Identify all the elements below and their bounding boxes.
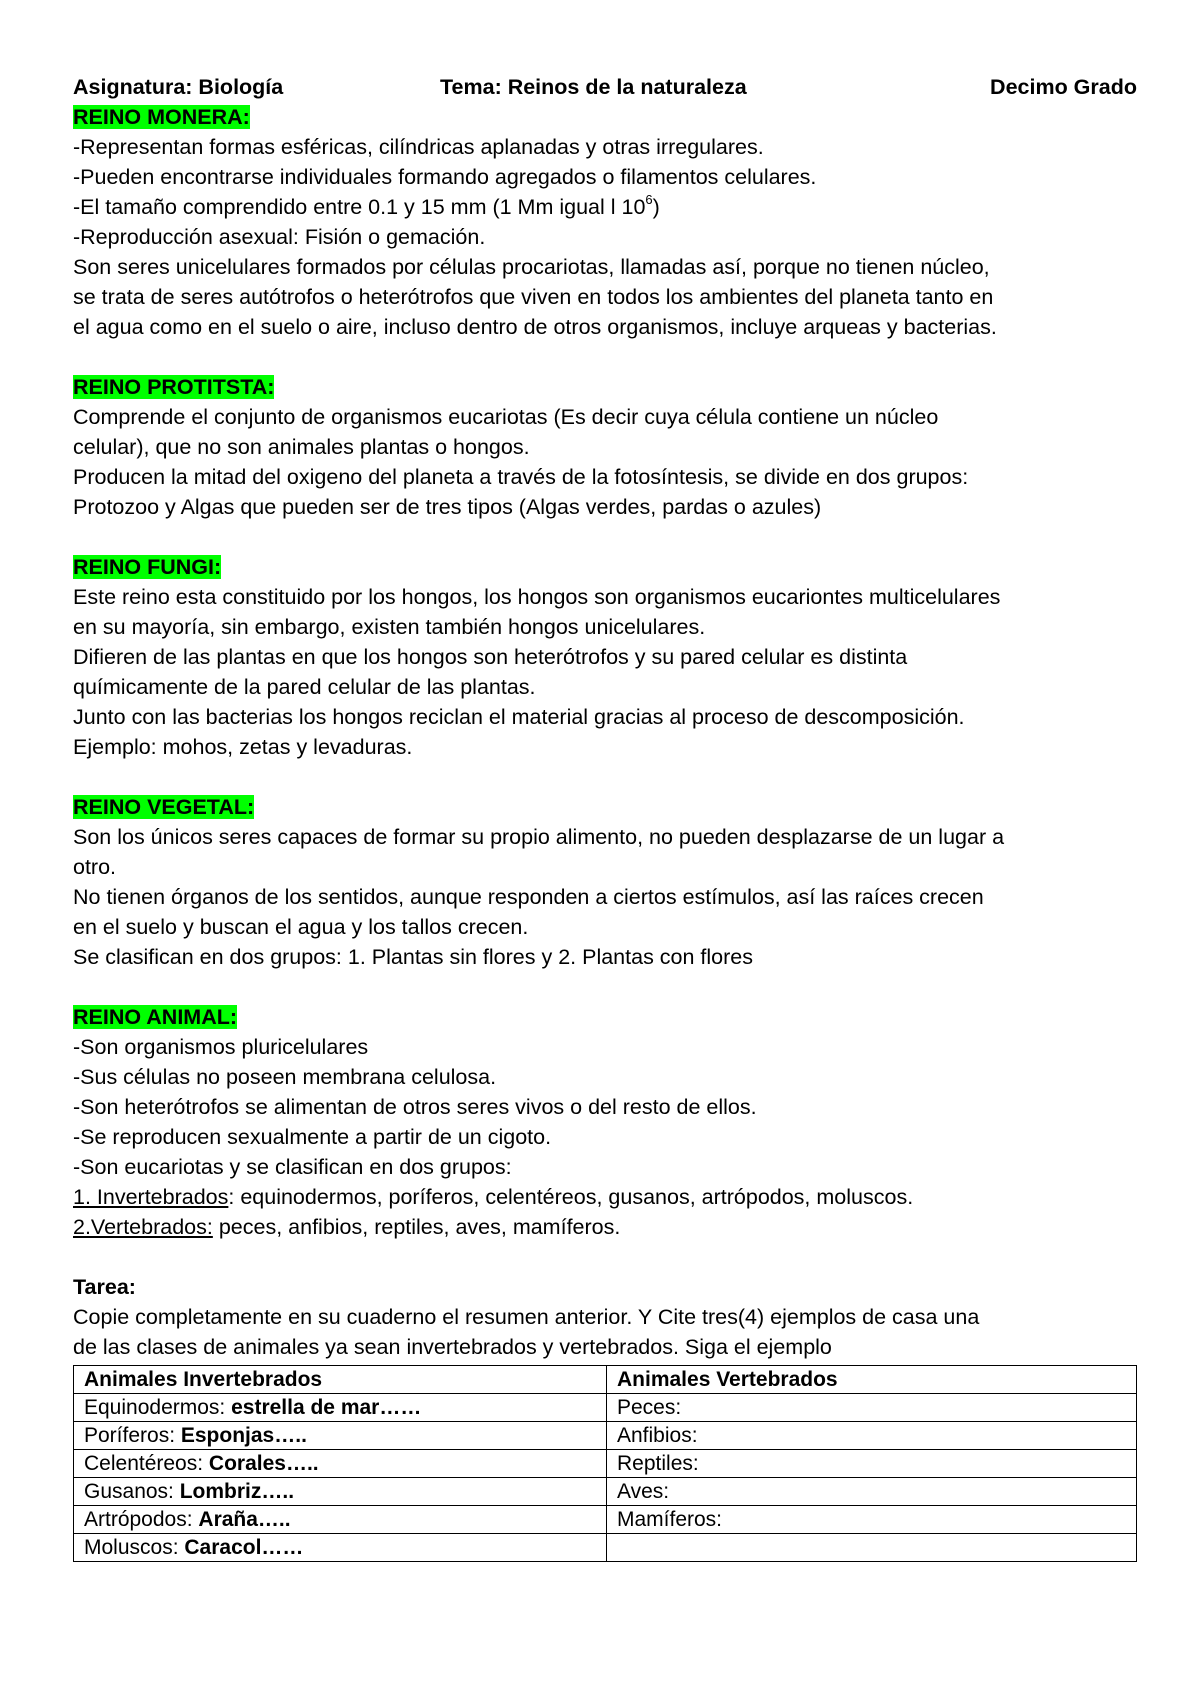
task-line: Copie completamente en su cuaderno el resumen anterior. Y Cite tres(4) ejemplos de casa una [73,1305,980,1329]
protista-heading-text: REINO PROTITSTA: [73,375,275,399]
invertebrate-class: Equinodermos: [84,1396,232,1419]
table-row [74,1478,1137,1506]
vegetal-line: otro. [73,855,117,879]
monera-line: -Pueden encontrarse individuales formando agregados o filamentos celulares. [73,165,817,189]
invertebrate-class: Artrópodos: [84,1508,199,1531]
invertebrate-example: Caracol…… [184,1536,304,1559]
fungi-line: Este reino esta constituido por los hongos, los hongos son organismos eucariontes multicelulares [73,585,1001,609]
fungi-line: en su mayoría, sin embargo, existen también hongos unicelulares. [73,615,706,639]
vegetal-line: Son los únicos seres capaces de formar su propio alimento, no pueden desplazarse de un lugar a [73,825,1005,849]
table-row [74,1506,1137,1534]
vertebrate-cell: Anfibios: [607,1422,1137,1450]
animal-line: -Son heterótrofos se alimentan de otros seres vivos o del resto de ellos. [73,1095,757,1119]
monera-paragraph-line: Son seres unicelulares formados por células procariotas, llamadas así, porque no tienen núcleo, [73,255,990,279]
invertebrate-cell [74,1478,607,1506]
protista-heading [73,372,1137,402]
protista-line: celular), que no son animales plantas o hongos. [73,435,530,459]
monera-size-line [73,192,1137,222]
fungi-heading [73,552,1137,582]
monera-size-exponent: 6 [645,191,653,207]
vegetal-heading-text: REINO VEGETAL: [73,795,255,819]
subject-label: Asignatura: Biología [73,75,284,99]
animal-line: -Son organismos pluricelulares [73,1035,369,1059]
invertebrate-example: Corales….. [208,1452,319,1475]
vertebrate-cell: Reptiles: [607,1450,1137,1478]
fungi-line: Junto con las bacterias los hongos reciclan el material gracias al proceso de descomposición. [73,705,965,729]
vertebrates-text: peces, anfibios, reptiles, aves, mamíferos. [212,1215,621,1239]
task-line: de las clases de animales ya sean invertebrados y vertebrados. Siga el ejemplo [73,1335,832,1359]
monera-size-end: ) [652,195,660,219]
monera-paragraph-line: se trata de seres autótrofos o heterótrofos que viven en todos los ambientes del planeta tanto en [73,285,994,309]
document-content [73,72,1137,1562]
invertebrate-example: Araña….. [198,1508,291,1531]
protista-line: Producen la mitad del oxigeno del planeta a través de la fotosíntesis, se divide en dos grupos: [73,465,969,489]
invertebrate-cell [74,1506,607,1534]
invertebrate-example: Lombriz….. [179,1480,295,1503]
grade-label: Decimo Grado [990,75,1137,99]
fungi-heading-text: REINO FUNGI: [73,555,222,579]
invertebrate-class: Celentéreos: [84,1452,209,1475]
table-row [74,1534,1137,1562]
invertebrate-class: Poríferos: [84,1424,181,1447]
fungi-line: químicamente de la pared celular de las plantas. [73,675,536,699]
invertebrate-example: estrella de mar…… [231,1396,422,1419]
monera-line: -Representan formas esféricas, cilíndricas aplanadas y otras irregulares. [73,135,764,159]
animals-table [73,1365,1137,1562]
vertebrates-line [73,1212,1137,1242]
invertebrate-example: Esponjas….. [180,1424,307,1447]
fungi-line: Ejemplo: mohos, zetas y levaduras. [73,735,413,759]
vertebrate-cell: Mamíferos: [607,1506,1137,1534]
fungi-line: Difieren de las plantas en que los hongos son heterótrofos y su pared celular es distinta [73,645,908,669]
invertebrate-class: Gusanos: [84,1480,180,1503]
invertebrate-class: Moluscos: [84,1536,185,1559]
vegetal-line: Se clasifican en dos grupos: 1. Plantas sin flores y 2. Plantas con flores [73,945,754,969]
invertebrates-line [73,1182,1137,1212]
animal-heading-text: REINO ANIMAL: [73,1005,238,1029]
invertebrates-text: : equinodermos, poríferos, celentéreos, gusanos, artrópodos, moluscos. [228,1185,914,1209]
monera-heading [73,102,1137,132]
table-header-vertebrates: Animales Vertebrados [607,1366,1137,1394]
table-row [74,1422,1137,1450]
animal-line: -Sus células no poseen membrana celulosa. [73,1065,497,1089]
table-header-invertebrates: Animales Invertebrados [74,1366,607,1394]
protista-line: Comprende el conjunto de organismos eucariotas (Es decir cuya célula contiene un núcleo [73,405,939,429]
topic-label: Tema: Reinos de la naturaleza [440,75,747,99]
monera-heading-text: REINO MONERA: [73,105,250,129]
monera-line: -Reproducción asexual: Fisión o gemación. [73,225,486,249]
table-row [74,1394,1137,1422]
vertebrates-label: 2.Vertebrados: [73,1215,213,1239]
invertebrate-cell [74,1422,607,1450]
invertebrate-cell [74,1394,607,1422]
task-heading: Tarea: [73,1275,136,1299]
vertebrate-cell: Aves: [607,1478,1137,1506]
vegetal-line: No tienen órganos de los sentidos, aunque responden a ciertos estímulos, así las raíces crecen [73,885,984,909]
invertebrates-label: 1. Invertebrados [73,1185,229,1209]
invertebrate-cell [74,1450,607,1478]
document-header [73,72,1137,102]
animal-heading [73,1002,1137,1032]
vertebrate-cell [607,1534,1137,1562]
table-header-row [74,1366,1137,1394]
invertebrate-cell [74,1534,607,1562]
table-row [74,1450,1137,1478]
monera-paragraph-line: el agua como en el suelo o aire, incluso dentro de otros organismos, incluye arqueas y bacterias. [73,315,997,339]
vertebrate-cell: Peces: [607,1394,1137,1422]
animal-line: -Son eucariotas y se clasifican en dos grupos: [73,1155,512,1179]
vegetal-line: en el suelo y buscan el agua y los tallos crecen. [73,915,529,939]
protista-line: Protozoo y Algas que pueden ser de tres tipos (Algas verdes, pardas o azules) [73,495,822,519]
animal-line: -Se reproducen sexualmente a partir de un cigoto. [73,1125,552,1149]
vegetal-heading [73,792,1137,822]
monera-size-text: -El tamaño comprendido entre 0.1 y 15 mm (1 Mm igual l 10 [73,195,646,219]
